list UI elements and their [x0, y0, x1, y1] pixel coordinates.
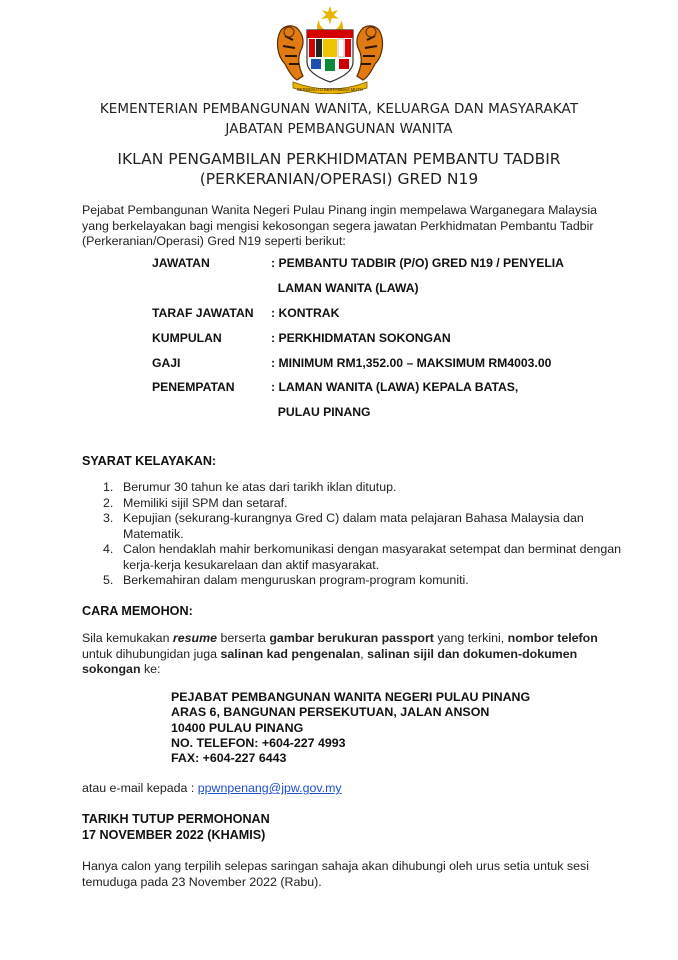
ministry-name: KEMENTERIAN PEMBANGUNAN WANITA, KELUARGA DAN MASYARAKAT [99, 101, 579, 117]
closing-label: TARIKH TUTUP PERMOHONAN [82, 812, 270, 826]
email-link[interactable]: ppwnpenang@jpw.gov.my [197, 781, 342, 795]
list-item: 5. Berkemahiran dalam menguruskan program-program komuniti. [103, 573, 469, 587]
intro-paragraph: Pejabat Pembangunan Wanita Negeri Pulau Pinang ingin mempelawa Warganegara Malaysia yang berkelayakan bagi mengisi kekosongan segera jawatan Perkhidmatan Pembantu Tadbir (Perkeranian/Operasi) Gred N19 seperti berikut: [82, 203, 597, 248]
detail-value-gaji: : MINIMUM RM1,352.00 – MAKSIMUM RM4003.00 [271, 356, 552, 370]
apply-heading: CARA MEMOHON: [82, 604, 193, 618]
closing-date: 17 NOVEMBER 2022 (KHAMIS) [82, 828, 266, 842]
detail-label-kumpulan: KUMPULAN [152, 331, 222, 345]
ad-title-line1: IKLAN PENGAMBILAN PERKHIDMATAN PEMBANTU TADBIR [117, 150, 561, 168]
detail-value-jawatan-cont: LAMAN WANITA (LAWA) [271, 281, 419, 295]
coat-of-arms-logo [267, 6, 393, 94]
ad-title-line2: (PERKERANIAN/OPERASI) GRED N19 [199, 170, 479, 188]
detail-value-taraf: : KONTRAK [271, 306, 340, 320]
list-item: 4. Calon hendaklah mahir berkomunikasi dengan masyarakat setempat dan berminat dengan kerja-kerja kesukarelaan dan aktif masyarakat. [103, 542, 621, 572]
department-name: JABATAN PEMBANGUNAN WANITA [225, 121, 453, 137]
detail-value-penempatan: : LAMAN WANITA (LAWA) KEPALA BATAS, [271, 380, 519, 394]
detail-label-penempatan: PENEMPATAN [152, 380, 235, 394]
detail-value-penempatan-cont: PULAU PINANG [271, 405, 371, 419]
address-line: 10400 PULAU PINANG [171, 720, 304, 735]
crest-motto: BERSEKUTU BERTAMBAH MUTU [297, 87, 363, 92]
list-item: 1. Berumur 30 tahun ke atas dari tarikh iklan ditutup. [103, 480, 397, 494]
list-item: 2. Memiliki sijil SPM dan setaraf. [103, 495, 288, 510]
address-line: ARAS 6, BANGUNAN PERSEKUTUAN, JALAN ANSON [171, 705, 490, 720]
requirements-heading: SYARAT KELAYAKAN: [82, 454, 217, 468]
detail-value-kumpulan: : PERKHIDMATAN SOKONGAN [271, 331, 451, 345]
requirements-list [82, 480, 622, 589]
email-line: atau e-mail kepada : ppwnpenang@jpw.gov.my [82, 781, 342, 795]
address-line: PEJABAT PEMBANGUNAN WANITA NEGERI PULAU PINANG [171, 690, 531, 704]
fax-number: FAX: +604-227 6443 [171, 751, 287, 766]
phone-number: NO. TELEFON: +604-227 4993 [171, 735, 346, 750]
apply-paragraph: Sila kemukakan resume berserta gambar berukuran passport yang terkini, nombor telefon untuk dihubungidan juga salinan kad pengenalan, salinan sijil dan dokumen-dokumen sokongan ke: [82, 631, 598, 676]
list-item: 3. Kepujian (sekurang-kurangnya Gred C) dalam mata pelajaran Bahasa Malaysia dan Matematik. [103, 511, 584, 541]
detail-label-taraf: TARAF JAWATAN [152, 306, 254, 320]
address-block [171, 690, 530, 766]
note-paragraph: Hanya calon yang terpilih selepas saringan sahaja akan dihubungi oleh urus setia untuk sesi temuduga pada 23 November 2022 (Rabu). [82, 859, 589, 889]
detail-value-jawatan: : PEMBANTU TADBIR (P/O) GRED N19 / PENYELIA [271, 256, 564, 270]
detail-label-gaji: GAJI [152, 356, 181, 370]
detail-label-jawatan: JAWATAN [152, 256, 210, 270]
